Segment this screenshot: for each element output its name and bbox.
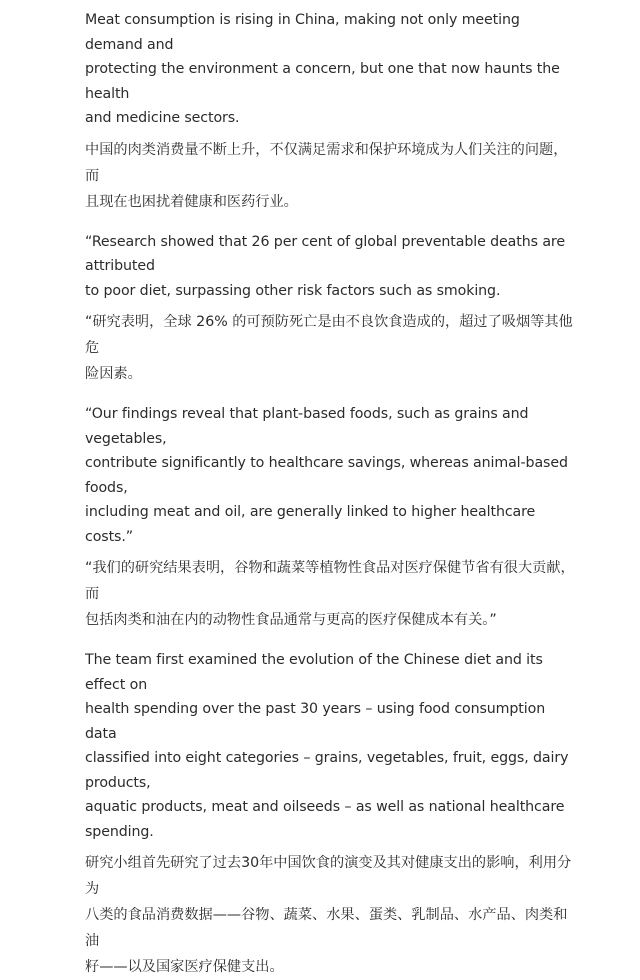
- paragraph-chinese-4: 研究小组首先研究了过去30年中国饮食的演变及其对健康支出的影响，利用分为 八类的食品消费数据——谷物、蔬菜、水果、蛋类、乳制品、水产品、肉类和油 籽——以及国家医疗保健支出。: [85, 855, 572, 975]
- article-body: [85, 8, 575, 980]
- paragraph-english-2: “Research showed that 26 per cent of global preventable deaths are attributed to poor diet, surpassing other risk factors such as smoking.: [85, 233, 565, 299]
- paragraph-english-1: Meat consumption is rising in China, making not only meeting demand and protecting the environment a concern, but one that now haunts the health and medicine sectors.: [85, 12, 560, 126]
- paragraph-chinese-1: 中国的肉类消费量不断上升，不仅满足需求和保护环境成为人们关注的问题，而 且现在也困扰着健康和医药行业。: [85, 141, 568, 210]
- paragraph-chinese-2: “研究表明，全球 26% 的可预防死亡是由不良饮食造成的，超过了吸烟等其他危 险因素。: [85, 314, 573, 382]
- paragraph-english-4: The team first examined the evolution of the Chinese diet and its effect on health spending over the past 30 years – using food consumption data classified into eight categories – grains, vegetables, fruit, eggs, dairy products, aquatic products, meat and oilseeds – as well as national healthcare spending.: [85, 652, 569, 840]
- paragraph-english-3: “Our findings reveal that plant-based foods, such as grains and vegetables, contribute significantly to healthcare savings, whereas animal-based foods, including meat and oil, are generally linked to higher healthcare costs.”: [85, 406, 568, 545]
- paragraph-chinese-3: “我们的研究结果表明，谷物和蔬菜等植物性食品对医疗保健节省有很大贡献，而 包括肉类和油在内的动物性食品通常与更高的医疗保健成本有关。”: [85, 560, 575, 628]
